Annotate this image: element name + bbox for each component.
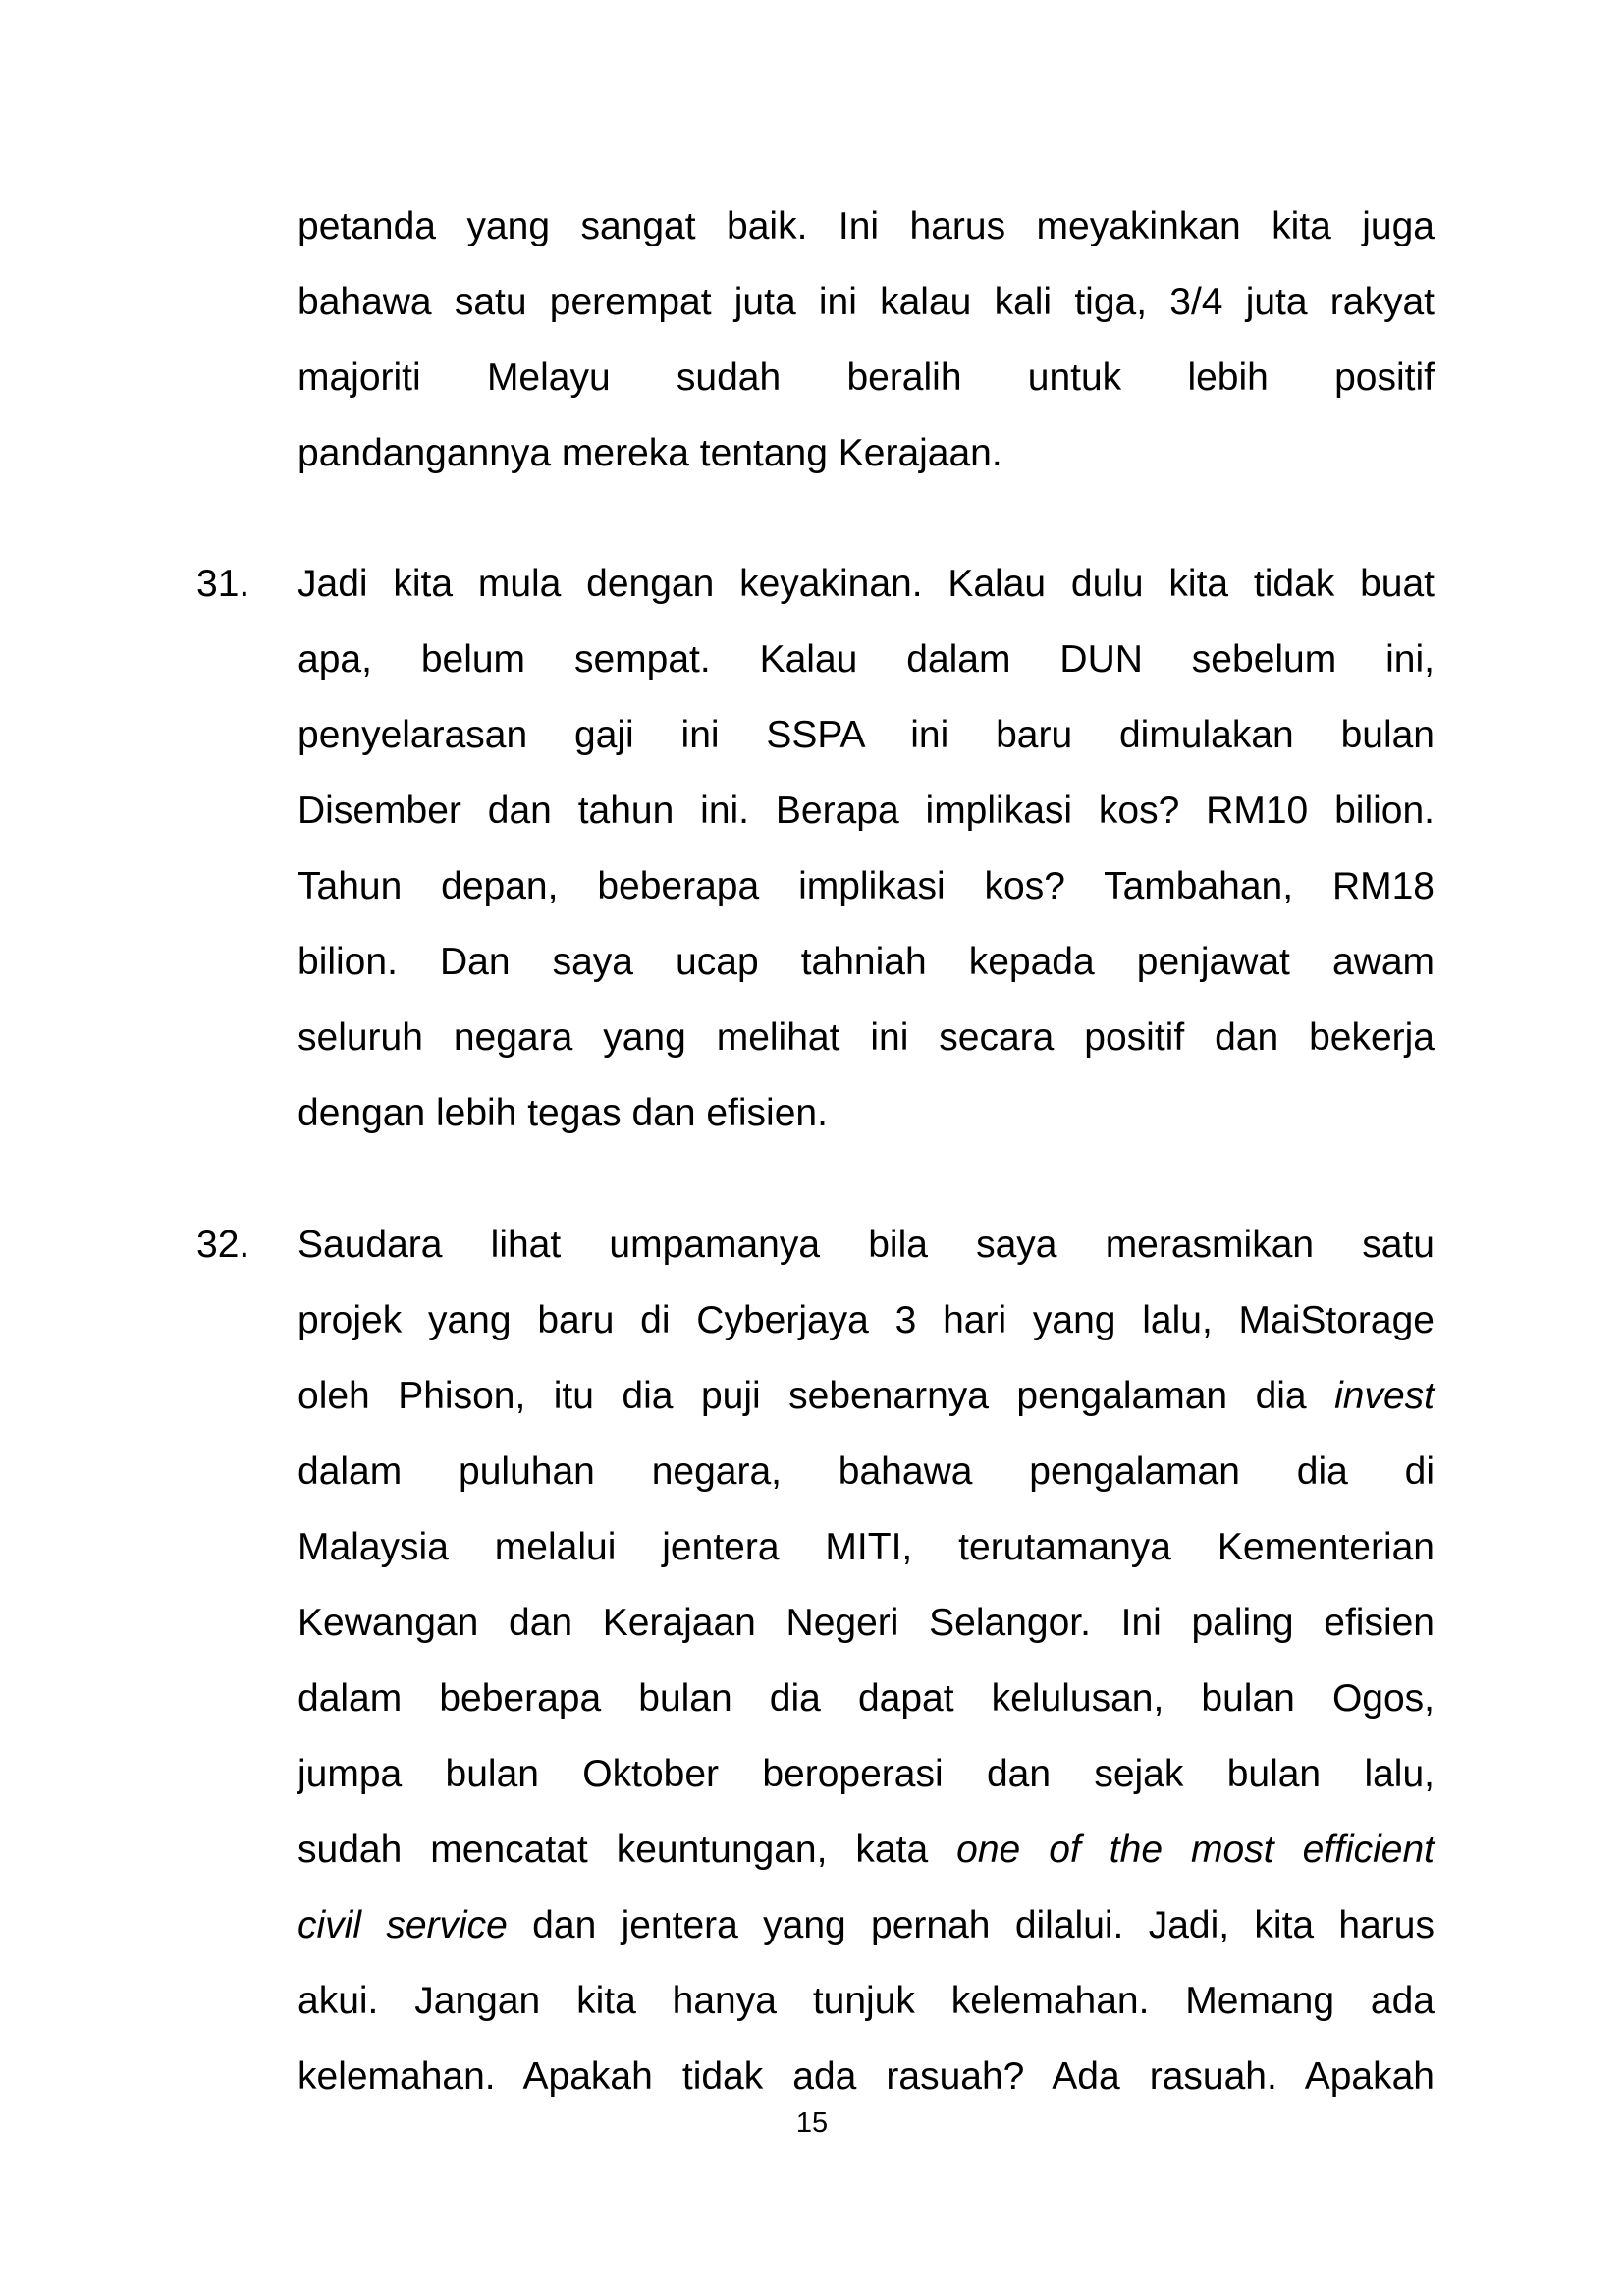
text-line: majoriti Melayu sudah beralih untuk lebih positif [298, 356, 1435, 399]
page-number: 15 [795, 2107, 829, 2139]
text-line: seluruh negara yang melihat ini secara positif dan bekerja [298, 1016, 1435, 1059]
text-line [298, 1358, 1435, 1434]
italic-text: civil service [298, 1904, 508, 1946]
text-line: Kewangan dan Kerajaan Negeri Selangor. Ini paling efisien [298, 1602, 1435, 1644]
text-line: bilion. Dan saya ucap tahniah kepada penjawat awam [298, 941, 1435, 983]
text-line: Tahun depan, beberapa implikasi kos? Tambahan, RM18 [298, 865, 1435, 907]
text-line: Malaysia melalui jentera MITI, terutamanya Kementerian [298, 1526, 1435, 1568]
text-line: akui. Jangan kita hanya tunjuk kelemahan. Memang ada [298, 1980, 1435, 2022]
text-line: dalam beberapa bulan dia dapat kelulusan, bulan Ogos, [298, 1677, 1435, 1720]
text-line [298, 1812, 1435, 1887]
text-line: Saudara lihat umpamanya bila saya merasmikan satu [298, 1224, 1435, 1266]
italic-text: one of the most efficient [956, 1829, 1435, 1871]
text-line: pandangannya mereka tentang Kerajaan. [298, 432, 1002, 474]
text-line: petanda yang sangat baik. Ini harus meyakinkan kita juga [298, 205, 1435, 247]
text-line: dengan lebih tegas dan efisien. [298, 1092, 828, 1134]
text-line: Jadi kita mula dengan keyakinan. Kalau dulu kita tidak buat [298, 563, 1435, 605]
paragraph-32 [298, 1207, 1435, 2114]
paragraph-continued [298, 189, 1435, 491]
text-segment: sudah mencatat keuntungan, kata [298, 1829, 957, 1871]
text-line: jumpa bulan Oktober beroperasi dan sejak bulan lalu, [298, 1753, 1435, 1795]
text-line: dalam puluhan negara, bahawa pengalaman dia di [298, 1450, 1435, 1493]
text-line: apa, belum sempat. Kalau dalam DUN sebelum ini, [298, 638, 1435, 681]
text-segment: dan jentera yang pernah dilalui. Jadi, kita harus [507, 1904, 1435, 1946]
text-line: Disember dan tahun ini. Berapa implikasi kos? RM10 bilion. [298, 790, 1435, 832]
paragraph-number: 31. [196, 563, 250, 605]
paragraph-31 [298, 546, 1435, 1151]
text-line: penyelarasan gaji ini SSPA ini baru dimulakan bulan [298, 714, 1435, 756]
paragraph-number: 32. [196, 1224, 250, 1266]
text-segment: oleh Phison, itu dia puji sebenarnya pengalaman dia [298, 1375, 1335, 1417]
text-line: projek yang baru di Cyberjaya 3 hari yang lalu, MaiStorage [298, 1299, 1435, 1341]
text-line: bahawa satu perempat juta ini kalau kali tiga, 3/4 juta rakyat [298, 281, 1435, 323]
text-line [298, 1887, 1435, 1963]
italic-text: invest [1334, 1375, 1435, 1417]
text-line: kelemahan. Apakah tidak ada rasuah? Ada rasuah. Apakah [298, 2055, 1435, 2098]
